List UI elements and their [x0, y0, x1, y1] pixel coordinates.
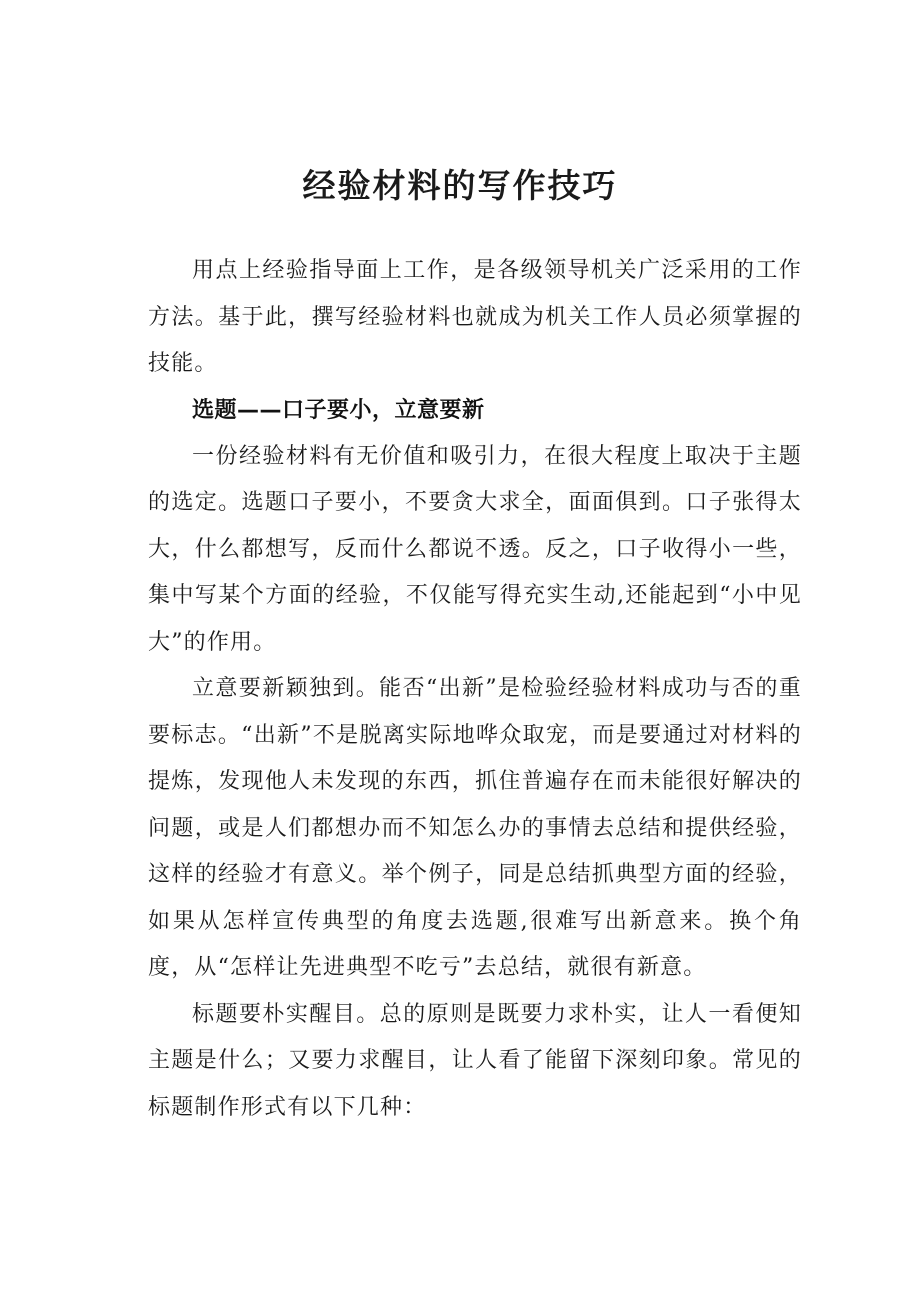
document-title: 经验材料的写作技巧	[302, 166, 618, 205]
body-paragraph: 标题要朴实醒目。总的原则是既要力求朴实，让人一看便知主题是什么；又要力求醒目，让人看了能留下深刻印象。常见的标题制作形式有以下几种：	[148, 1001, 802, 1120]
body-paragraph: 一份经验材料有无价值和吸引力，在很大程度上取决于主题的选定。选题口子要小，不要贪大求全，面面俱到。口子张得太大，什么都想写，反而什么都说不透。反之，口子收得小一些，集中写某个方面的经验，不仅能写得充实生动,还能起到“小中见大”的作用。	[148, 443, 802, 655]
intro-paragraph: 用点上经验指导面上工作，是各级领导机关广泛采用的工作方法。基于此，撰写经验材料也就成为机关工作人员必须掌握的技能。	[148, 258, 802, 376]
section-heading: 选题——口子要小，立意要新	[192, 397, 485, 423]
document-body	[148, 248, 802, 1131]
body-paragraph: 立意要新颖独到。能否“出新”是检验经验材料成功与否的重要标志。“出新”不是脱离实际地哗众取宠，而是要通过对材料的提炼，发现他人未发现的东西，抓住普遍存在而未能很好解决的问题，或是人们都想办而不知怎么办的事情去总结和提供经验，这样的经验才有意义。举个例子，同是总结抓典型方面的经验，如果从怎样宣传典型的角度去选题,很难写出新意来。换个角度，从“怎样让先进典型不吃亏”去总结，就很有新意。	[148, 676, 802, 980]
